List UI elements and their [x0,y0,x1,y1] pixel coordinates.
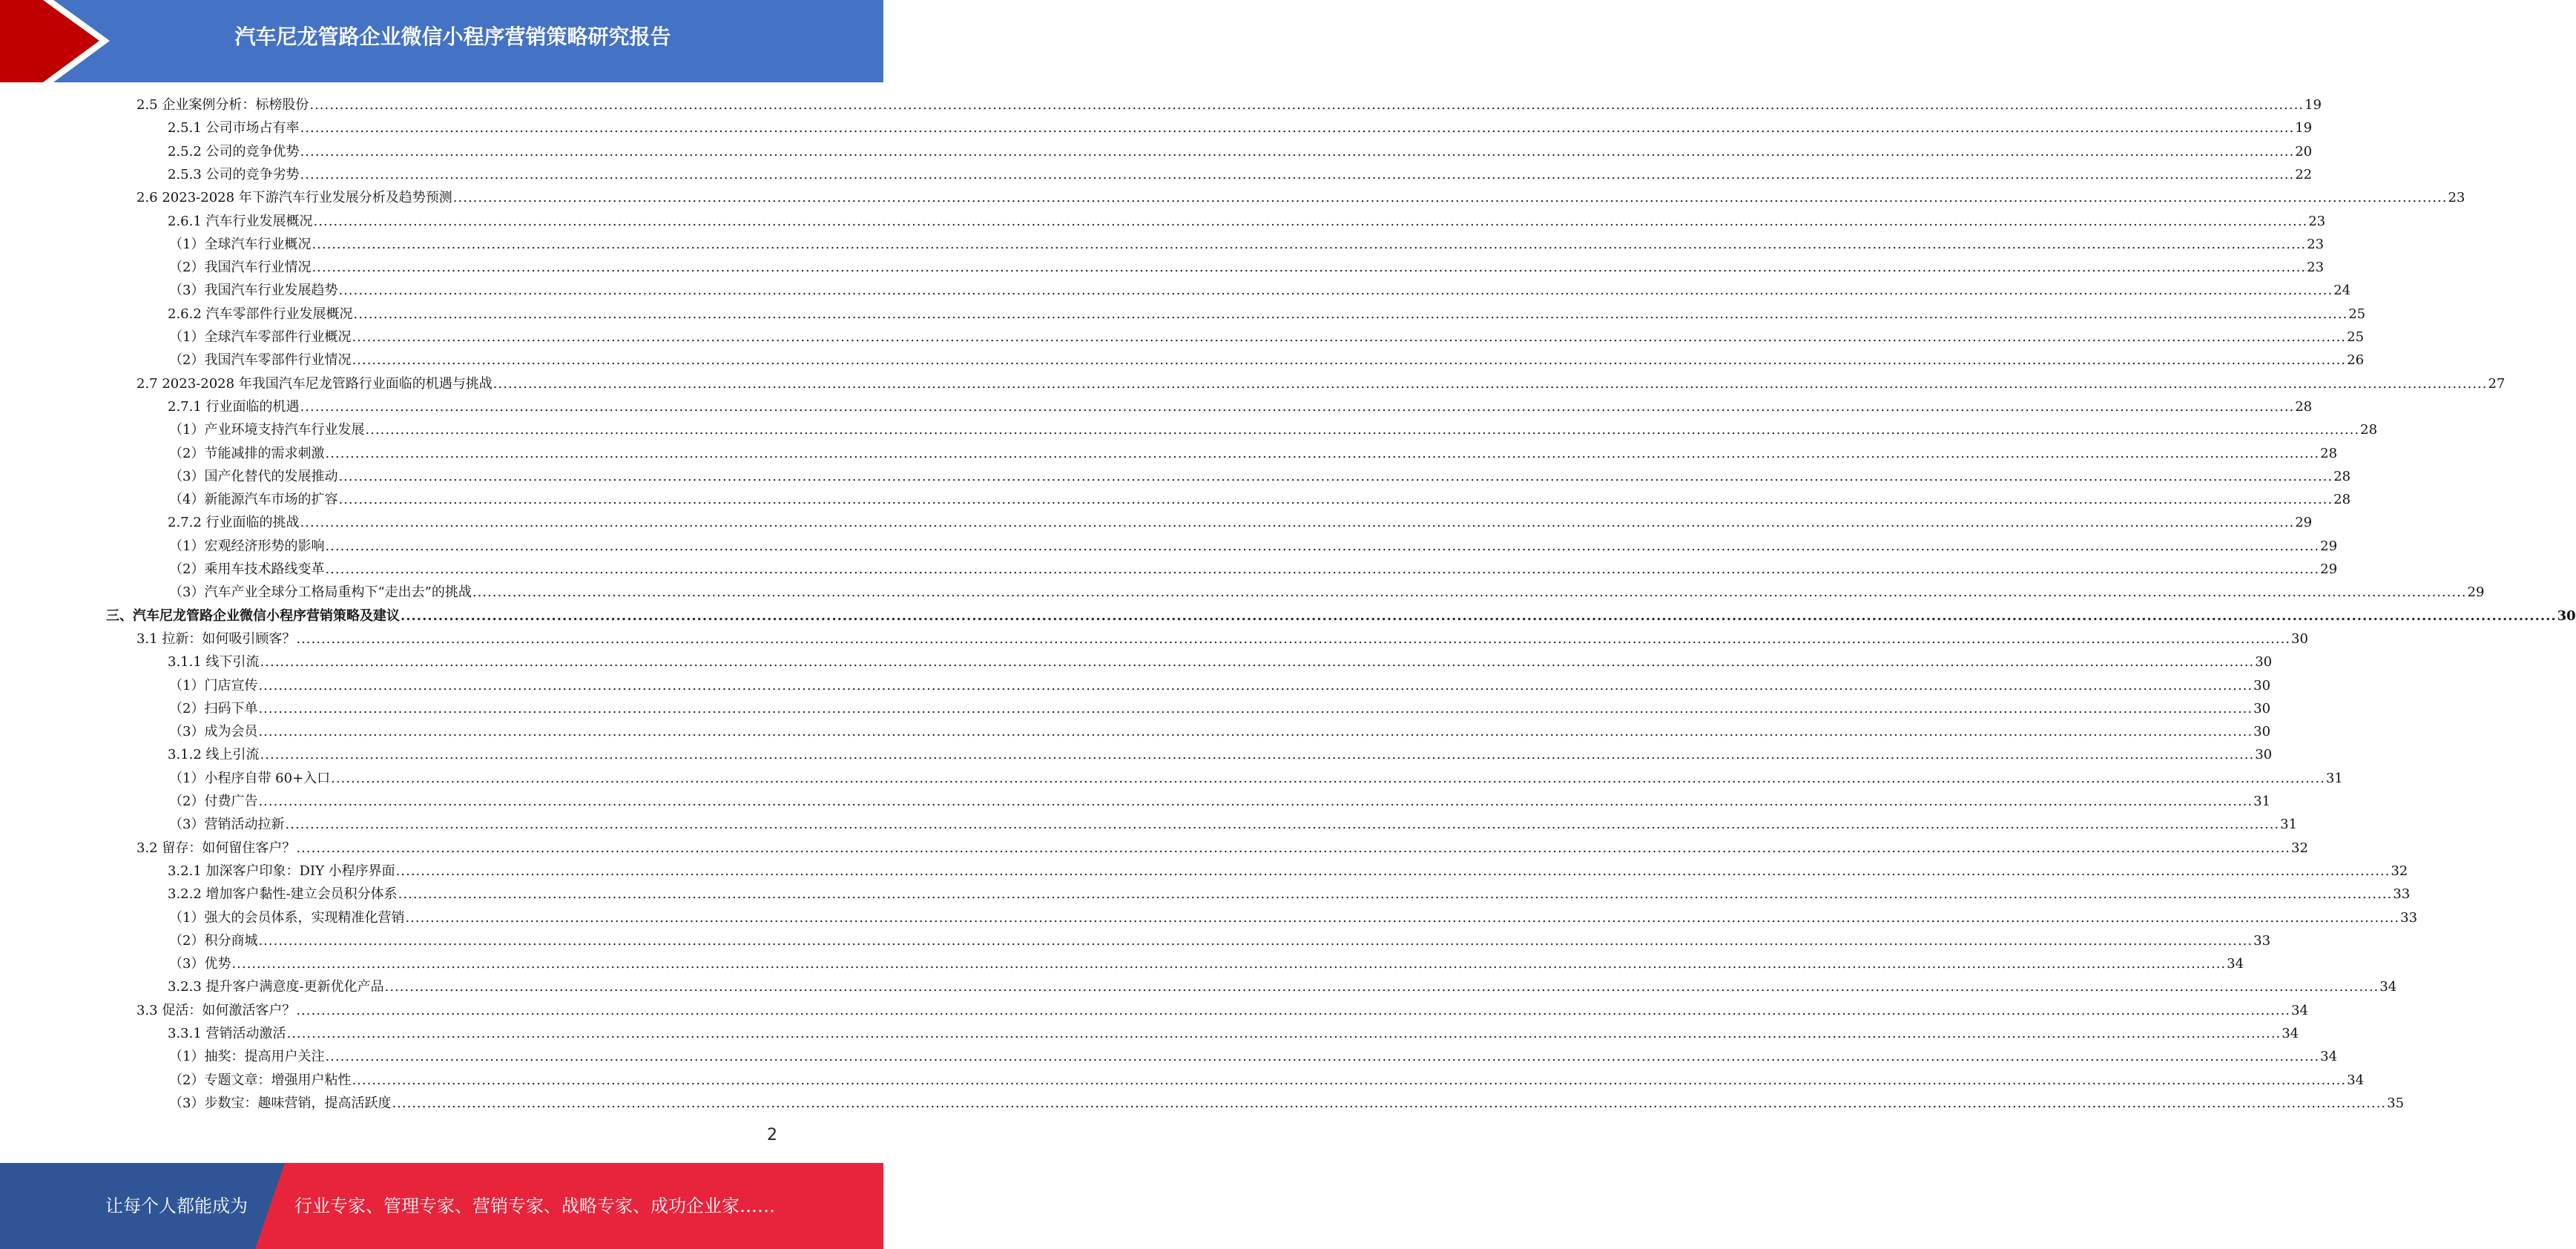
toc-entry-page: 34 [2282,1026,2299,1041]
toc-entry-label: （3）成为会员 [169,724,258,740]
toc-leader-dots: ................................................................................................................................................................................................................................................................................................................................................................................................................ [300,398,2295,415]
toc-entry-page: 31 [2253,794,2271,809]
toc-entry[interactable] [168,883,2411,906]
page-header [0,0,883,82]
toc-entry-page: 30 [2255,654,2273,670]
toc-entry-page: 23 [2307,236,2325,252]
toc-entry[interactable] [169,279,2351,302]
toc-entry-label: （1）小程序自带 60+入口 [169,770,331,786]
toc-entry-label: （2）积分商城 [169,932,258,949]
toc-leader-dots: ................................................................................................................................................................................................................................................................................................................................................................................................................ [258,794,2253,809]
toc-entry-page: 28 [2320,445,2338,461]
toc-leader-dots: ................................................................................................................................................................................................................................................................................................................................................................................................................ [309,97,2305,113]
toc-entry-label: （1）门店宣传 [169,677,258,693]
toc-entry-label: 3.2.3 提升客户满意度-更新优化产品 [168,979,384,995]
toc-entry-page: 33 [2400,909,2418,926]
page-footer [0,1163,883,1249]
toc-entry-page: 34 [2347,1072,2365,1088]
toc-entry[interactable] [168,860,2408,883]
toc-entry-label: （2）乘用车技术路线变革 [169,561,325,577]
toc-entry-label: （2）节能减排的需求刺激 [169,445,325,461]
toc-entry-label: 三、汽车尼龙管路企业微信小程序营销策略及建议 [106,607,400,624]
toc-entry[interactable] [169,674,2271,697]
toc-entry-page: 29 [2320,538,2338,554]
toc-leader-dots: ................................................................................................................................................................................................................................................................................................................................................................................................................ [331,770,2325,786]
toc-entry[interactable] [169,326,2365,349]
toc-entry-label: （2）我国汽车零部件行业情况 [169,352,352,369]
toc-entry[interactable] [168,975,2397,998]
toc-entry[interactable] [169,418,2378,441]
toc-entry[interactable] [169,720,2271,743]
toc-entry-label: （3）优势 [169,956,231,972]
toc-leader-dots: ................................................................................................................................................................................................................................................................................................................................................................................................................ [285,817,2280,833]
toc-entry-page: 30 [2253,700,2271,716]
toc-entry[interactable] [169,906,2418,929]
toc-leader-dots: ................................................................................................................................................................................................................................................................................................................................................................................................................ [384,979,2379,995]
toc-leader-dots: ................................................................................................................................................................................................................................................................................................................................................................................................................ [300,515,2295,531]
toc-entry-page: 28 [2295,398,2313,415]
toc-leader-dots: ................................................................................................................................................................................................................................................................................................................................................................................................................ [493,375,2488,392]
toc-leader-dots: ................................................................................................................................................................................................................................................................................................................................................................................................................ [296,840,2291,856]
toc-entry-label: （2）专题文章：增强用户粘性 [169,1072,352,1088]
toc-entry-label: 3.1.2 线上引流 [168,747,260,763]
toc-entry[interactable] [168,116,2313,139]
toc-leader-dots: ................................................................................................................................................................................................................................................................................................................................................................................................................ [325,445,2320,461]
toc-entry-label: 2.6.1 汽车行业发展概况 [168,213,313,229]
toc-entry-label: （2）我国汽车行业情况 [169,260,312,276]
toc-leader-dots: ................................................................................................................................................................................................................................................................................................................................................................................................................ [231,956,2227,972]
toc-entry[interactable] [169,1092,2405,1115]
toc-entry[interactable] [168,140,2313,163]
toc-leader-dots: ................................................................................................................................................................................................................................................................................................................................................................................................................ [260,747,2255,763]
toc-entry-label: 2.5.3 公司的竞争劣势 [168,166,300,182]
toc-entry[interactable] [168,1022,2299,1045]
toc-entry-label: （3）营销活动拉新 [169,817,285,833]
toc-leader-dots: ................................................................................................................................................................................................................................................................................................................................................................................................................ [452,190,2448,206]
toc-entry[interactable] [169,488,2351,511]
toc-leader-dots: ................................................................................................................................................................................................................................................................................................................................................................................................................ [260,654,2255,670]
toc-leader-dots: ................................................................................................................................................................................................................................................................................................................................................................................................................ [258,700,2253,716]
toc-entry-page: 24 [2333,283,2351,299]
toc-entry-page: 25 [2347,329,2365,345]
toc-entry[interactable] [168,303,2366,326]
toc-entry[interactable] [169,767,2343,790]
toc-entry[interactable] [169,581,2485,604]
page-number: 2 [767,1126,777,1144]
toc-leader-dots: ................................................................................................................................................................................................................................................................................................................................................................................................................ [258,724,2253,740]
toc-leader-dots: ................................................................................................................................................................................................................................................................................................................................................................................................................ [353,306,2348,322]
toc-entry-page: 28 [2333,492,2351,508]
toc-entry-page: 23 [2448,190,2465,206]
toc-leader-dots: ................................................................................................................................................................................................................................................................................................................................................................................................................ [338,283,2333,299]
toc-leader-dots: ................................................................................................................................................................................................................................................................................................................................................................................................................ [352,352,2347,369]
toc-entry-page: 34 [2320,1049,2338,1065]
toc-entry-label: 2.5 企业案例分析：标榜股份 [136,97,309,113]
toc-entry-page: 31 [2325,770,2343,786]
toc-entry-label: 3.2.2 增加客户黏性-建立会员积分体系 [168,886,398,903]
toc-entry-page: 28 [2333,468,2351,484]
toc-entry-page: 30 [2255,747,2273,763]
toc-entry-label: 3.1.1 线下引流 [168,654,260,670]
toc-leader-dots: ................................................................................................................................................................................................................................................................................................................................................................................................................ [312,236,2307,252]
toc-entry-label: （1）全球汽车行业概况 [169,236,312,252]
toc-entry[interactable] [168,511,2313,534]
toc-leader-dots: ................................................................................................................................................................................................................................................................................................................................................................................................................ [312,260,2307,276]
toc-leader-dots: ................................................................................................................................................................................................................................................................................................................................................................................................................ [338,468,2333,484]
toc-entry[interactable] [169,535,2338,558]
toc-entry-page: 34 [2291,1002,2308,1018]
toc-leader-dots: ................................................................................................................................................................................................................................................................................................................................................................................................................ [325,561,2320,577]
toc-entry[interactable] [136,372,2506,395]
toc-entry-label: （2）付费广告 [169,794,258,809]
toc-entry-page: 30 [2253,677,2271,693]
report-title: 汽车尼龙管路企业微信小程序营销策略研究报告 [234,24,671,49]
toc-leader-dots: ................................................................................................................................................................................................................................................................................................................................................................................................................ [352,1072,2347,1088]
toc-leader-dots: ................................................................................................................................................................................................................................................................................................................................................................................................................ [300,120,2295,136]
toc-entry[interactable] [136,186,2465,209]
toc-entry-label: 2.5.1 公司市场占有率 [168,120,300,136]
toc-entry-label: （4）新能源汽车市场的扩容 [169,492,338,508]
toc-entry[interactable] [169,1045,2338,1068]
toc-leader-dots: ................................................................................................................................................................................................................................................................................................................................................................................................................ [258,677,2253,693]
toc-entry[interactable] [169,952,2244,975]
toc-leader-dots: ................................................................................................................................................................................................................................................................................................................................................................................................................ [338,492,2333,508]
toc-leader-dots: ................................................................................................................................................................................................................................................................................................................................................................................................................ [392,1095,2387,1111]
toc-entry-label: （3）我国汽车行业发展趋势 [169,283,338,299]
toc-entry-page: 33 [2253,932,2271,949]
toc-entry-page: 29 [2295,515,2313,531]
toc-entry[interactable] [169,1069,2365,1092]
toc-entry-page: 23 [2307,260,2325,276]
toc-entry[interactable] [168,650,2273,673]
toc-entry-label: 3.2.1 加深客户印象：DIY 小程序界面 [168,863,395,879]
toc-entry-page: 29 [2320,561,2338,577]
toc-entry-page: 28 [2360,422,2378,438]
toc-entry[interactable] [136,837,2308,860]
toc-entry-page: 26 [2347,352,2365,369]
toc-entry[interactable] [168,743,2273,766]
toc-entry-page: 30 [2557,607,2576,624]
toc-leader-dots: ................................................................................................................................................................................................................................................................................................................................................................................................................ [258,932,2253,949]
toc-entry-page: 33 [2393,886,2411,903]
toc-entry-label: 2.7.2 行业面临的挑战 [168,515,300,531]
toc-leader-dots: ................................................................................................................................................................................................................................................................................................................................................................................................................ [296,630,2291,647]
toc-entry-page: 19 [2305,97,2322,113]
toc-leader-dots: ................................................................................................................................................................................................................................................................................................................................................................................................................ [296,1002,2291,1018]
toc-entry-page: 19 [2295,120,2313,136]
toc-leader-dots: ................................................................................................................................................................................................................................................................................................................................................................................................................ [472,584,2467,601]
toc-leader-dots: ................................................................................................................................................................................................................................................................................................................................................................................................................ [286,1026,2282,1041]
toc-leader-dots: ................................................................................................................................................................................................................................................................................................................................................................................................................ [313,213,2308,229]
toc-entry-label: （1）强大的会员体系，实现精准化营销 [169,909,405,926]
toc-leader-dots: ................................................................................................................................................................................................................................................................................................................................................................................................................ [300,143,2295,159]
toc-entry-label: （3）国产化替代的发展推动 [169,468,338,484]
toc-entry-label: 3.3.1 营销活动激活 [168,1026,286,1041]
toc-leader-dots: ................................................................................................................................................................................................................................................................................................................................................................................................................ [325,1049,2320,1065]
toc-entry[interactable] [168,163,2313,186]
toc-entry-label: 3.2 留存：如何留住客户？ [136,840,296,856]
toc-entry[interactable] [169,790,2271,813]
toc-entry-page: 22 [2295,166,2313,182]
toc-entry-label: 3.1 拉新：如何吸引顾客？ [136,630,296,647]
toc-leader-dots: ................................................................................................................................................................................................................................................................................................................................................................................................................ [300,166,2295,182]
toc-entry-page: 34 [2227,956,2244,972]
toc-entry-page: 34 [2379,979,2397,995]
toc-entry-page: 30 [2291,630,2308,647]
toc-entry-label: （2）扫码下单 [169,700,258,716]
toc-entry-label: （1）抽奖：提高用户关注 [169,1049,325,1065]
toc-entry[interactable] [136,627,2308,650]
toc-entry[interactable] [169,697,2271,720]
toc-entry-page: 31 [2280,817,2298,833]
toc-entry-label: （3）汽车产业全球分工格局重构下“走出去”的挑战 [169,584,472,601]
toc-leader-dots: ................................................................................................................................................................................................................................................................................................................................................................................................................ [365,422,2360,438]
toc-entry-label: 3.3 促活：如何激活客户？ [136,1002,296,1018]
toc-entry-label: 2.5.2 公司的竞争优势 [168,143,300,159]
toc-entry[interactable] [106,604,2576,627]
toc-entry[interactable] [136,93,2322,116]
toc-entry[interactable] [168,395,2313,418]
toc-leader-dots: ................................................................................................................................................................................................................................................................................................................................................................................................................ [401,607,2557,624]
toc-entry-label: （3）步数宝：趣味营销，提高活跃度 [169,1095,392,1111]
toc-entry-page: 23 [2308,213,2326,229]
toc-entry[interactable] [169,813,2298,836]
toc-leader-dots: ................................................................................................................................................................................................................................................................................................................................................................................................................ [352,329,2347,345]
toc-entry[interactable] [169,929,2271,952]
toc-entry[interactable] [169,349,2365,372]
toc-entry-label: （1）全球汽车零部件行业概况 [169,329,352,345]
toc-entry[interactable] [169,256,2325,279]
toc-entry-page: 27 [2488,375,2506,392]
toc-entry-page: 32 [2391,863,2408,879]
toc-entry[interactable] [169,233,2325,256]
toc-leader-dots: ................................................................................................................................................................................................................................................................................................................................................................................................................ [325,538,2320,554]
toc-entry-page: 35 [2387,1095,2405,1111]
toc-leader-dots: ................................................................................................................................................................................................................................................................................................................................................................................................................ [395,863,2391,879]
toc-entry-label: 2.6.2 汽车零部件行业发展概况 [168,306,353,322]
toc-entry-page: 25 [2348,306,2366,322]
toc-entry-label: 2.7 2023-2028 年我国汽车尼龙管路行业面临的机遇与挑战 [136,375,493,392]
footer-slogan-left: 让每个人都能成为 [105,1196,248,1216]
toc-entry[interactable] [169,442,2338,465]
toc-entry-label: （1）宏观经济形势的影响 [169,538,325,554]
footer-slogan-right: 行业专家、管理专家、营销专家、战略专家、成功企业家…… [294,1196,775,1216]
toc-entry[interactable] [169,558,2338,581]
toc-entry-page: 30 [2253,724,2271,740]
toc-entry[interactable] [136,999,2308,1022]
toc-entry[interactable] [168,210,2326,233]
toc-entry-label: 2.6 2023-2028 年下游汽车行业发展分析及趋势预测 [136,190,452,206]
toc-entry[interactable] [169,465,2351,488]
toc-entry-page: 29 [2467,584,2485,601]
toc-entry-label: （1）产业环境支持汽车行业发展 [169,422,365,438]
toc-entry-label: 2.7.1 行业面临的机遇 [168,398,300,415]
toc-leader-dots: ................................................................................................................................................................................................................................................................................................................................................................................................................ [398,886,2393,903]
toc-entry-page: 32 [2291,840,2308,856]
toc-leader-dots: ................................................................................................................................................................................................................................................................................................................................................................................................................ [405,909,2400,926]
toc-entry-page: 20 [2295,143,2313,159]
